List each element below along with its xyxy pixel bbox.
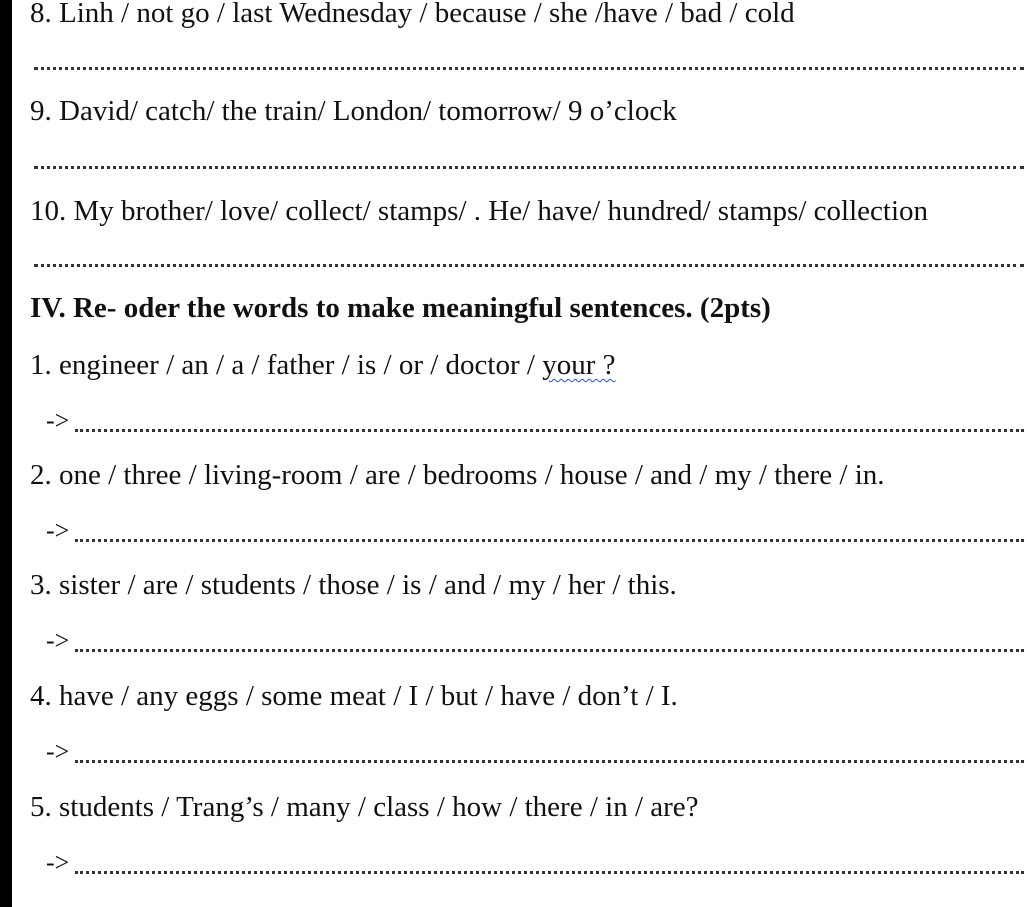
arrow-icon: -> xyxy=(46,516,70,545)
arrow-icon: -> xyxy=(46,406,70,435)
worksheet xyxy=(30,0,1024,907)
question-9: 9. David/ catch/ the train/ London/ tomorrow/ 9 o’clock xyxy=(30,95,677,127)
page-left-edge xyxy=(0,0,12,907)
answer-line-10[interactable] xyxy=(34,264,1024,267)
reorder-item-2: 2. one / three / living-room / are / bedrooms / house / and / my / there / in. xyxy=(30,459,885,491)
arrow-icon: -> xyxy=(46,737,70,766)
reorder-item-5: 5. students / Trang’s / many / class / how / there / in / are? xyxy=(30,791,699,823)
section-heading: IV. Re- oder the words to make meaningful sentences. (2pts) xyxy=(30,292,771,324)
arrow-icon: -> xyxy=(46,626,70,655)
reorder-item-1-text: 1. engineer / an / a / father / is / or / doctor / xyxy=(30,349,543,381)
reorder-item-3: 3. sister / are / students / those / is / and / my / her / this. xyxy=(30,569,677,601)
question-10: 10. My brother/ love/ collect/ stamps/ . He/ have/ hundred/ stamps/ collection xyxy=(30,195,928,227)
answer-row-5[interactable] xyxy=(46,846,1024,876)
reorder-item-1 xyxy=(30,350,615,380)
answer-line-4[interactable] xyxy=(75,760,1024,763)
answer-row-3[interactable] xyxy=(46,624,1024,654)
reorder-item-4: 4. have / any eggs / some meat / I / but / have / don’t / I. xyxy=(30,680,678,712)
question-8: 8. Linh / not go / last Wednesday / because / she /have / bad / cold xyxy=(30,0,795,29)
arrow-icon: -> xyxy=(46,848,70,877)
answer-row-2[interactable] xyxy=(46,514,1024,544)
answer-line-1[interactable] xyxy=(75,429,1024,432)
answer-line-2[interactable] xyxy=(75,539,1024,542)
answer-line-8[interactable] xyxy=(34,67,1024,70)
answer-row-1[interactable] xyxy=(46,404,1024,434)
spellcheck-flagged-word: your ? xyxy=(542,349,616,381)
answer-line-3[interactable] xyxy=(75,649,1024,652)
answer-line-5[interactable] xyxy=(75,871,1024,874)
answer-line-9[interactable] xyxy=(34,166,1024,169)
answer-row-4[interactable] xyxy=(46,735,1024,765)
